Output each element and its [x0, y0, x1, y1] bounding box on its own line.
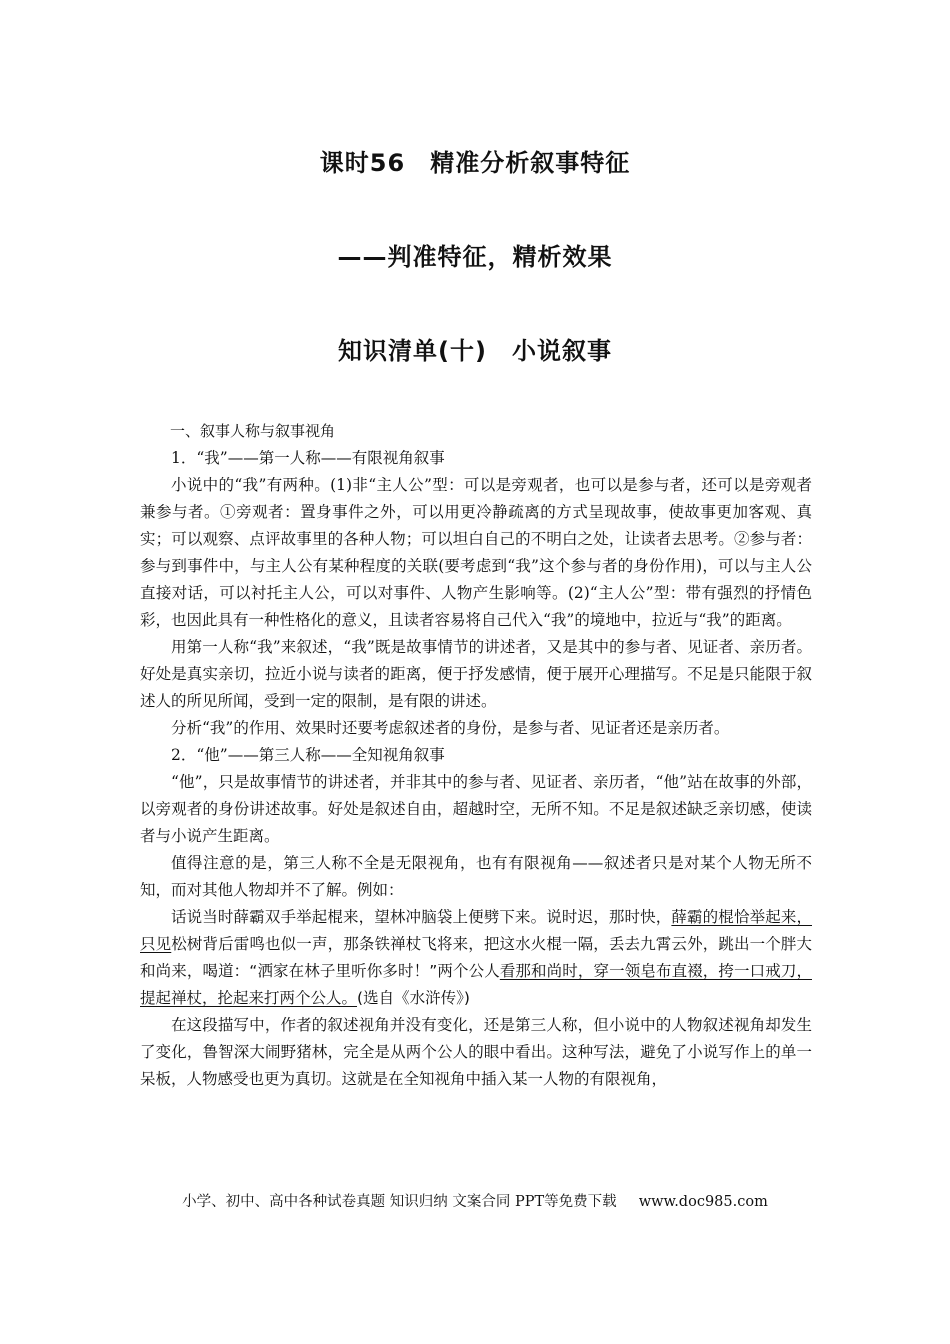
document-body [140, 418, 812, 1093]
section-heading: 一、叙事人称与叙事视角 [170, 422, 336, 440]
excerpt-text: 松树背后雷鸣也似一声，那条铁禅杖飞将来，把这水火棍一隔，丢去九霄云外，跳出一个胖大和尚来，喝道：“洒家在林子里听你多时！”两个公人 [140, 935, 812, 980]
paragraph: 分析“我”的作用、效果时还要考虑叙述者的身份，是参与者、见证者还是亲历者。 [171, 719, 730, 737]
excerpt-underlined-text: 薛霸的棍恰举起来，只见 [140, 908, 812, 953]
paragraph: “他”，只是故事情节的讲述者，并非其中的参与者、见证者、亲历者，“他”站在故事的外部，以旁观者的身份讲述故事。好处是叙述自由，超越时空，无所不知。不足是叙述缺乏亲切感，使读者与小说产生距离。 [140, 773, 812, 845]
knowledge-list-title: 知识清单(十) 小说叙事 [338, 337, 612, 365]
footer-website: www.doc985.com [638, 1194, 768, 1210]
excerpt-source: (选自《水浒传》) [357, 989, 470, 1007]
excerpt-underlined-text: 看那和尚时，穿一领皂布直裰，挎一口戒刀，提起禅杖，抡起来打两个公人。 [140, 962, 812, 1007]
page-footer [0, 1190, 950, 1214]
subsection-heading-first-person: 1．“我”——第一人称——有限视角叙事 [171, 449, 445, 467]
subsection-heading-third-person: 2．“他”——第三人称——全知视角叙事 [171, 746, 445, 764]
lesson-title: 课时56 精准分析叙事特征 [319, 149, 631, 177]
excerpt-text: 话说当时薛霸双手举起棍来，望林冲脑袋上便劈下来。说时迟，那时快， [171, 908, 672, 926]
footer-text: 小学、初中、高中各种试卷真题 知识归纳 文案合同 PPT等免费下载 [182, 1194, 617, 1210]
lesson-subtitle: ——判准特征，精析效果 [337, 243, 613, 271]
paragraph: 值得注意的是，第三人称不全是无限视角，也有有限视角——叙述者只是对某个人物无所不知，而对其他人物却并不了解。例如： [140, 854, 812, 899]
quoted-excerpt [140, 904, 812, 1012]
paragraph: 用第一人称“我”来叙述，“我”既是故事情节的讲述者，又是其中的参与者、见证者、亲历者。好处是真实亲切，拉近小说与读者的距离，便于抒发感情，便于展开心理描写。不足是只能限于叙述人的所见所闻，受到一定的限制，是有限的讲述。 [140, 638, 812, 710]
paragraph: 小说中的“我”有两种。(1)非“主人公”型：可以是旁观者，也可以是参与者，还可以是旁观者兼参与者。①旁观者：置身事件之外，可以用更冷静疏离的方式呈现故事，使故事更加客观、真实；可以观察、点评故事里的各种人物；可以坦白自己的不明白之处，让读者去思考。②参与者：参与到事件中，与主人公有某种程度的关联(要考虑到“我”这个参与者的身份作用)，可以与主人公直接对话，可以衬托主人公，可以对事件、人物产生影响等。(2)“主人公”型：带有强烈的抒情色彩，也因此具有一种性格化的意义，且读者容易将自己代入“我”的境地中，拉近与“我”的距离。 [140, 476, 812, 629]
paragraph: 在这段描写中，作者的叙述视角并没有变化，还是第三人称，但小说中的人物叙述视角却发生了变化，鲁智深大闹野猪林，完全是从两个公人的眼中看出。这种写法，避免了小说写作上的单一呆板，人物感受也更为真切。这就是在全知视角中插入某一人物的有限视角， [140, 1016, 812, 1088]
